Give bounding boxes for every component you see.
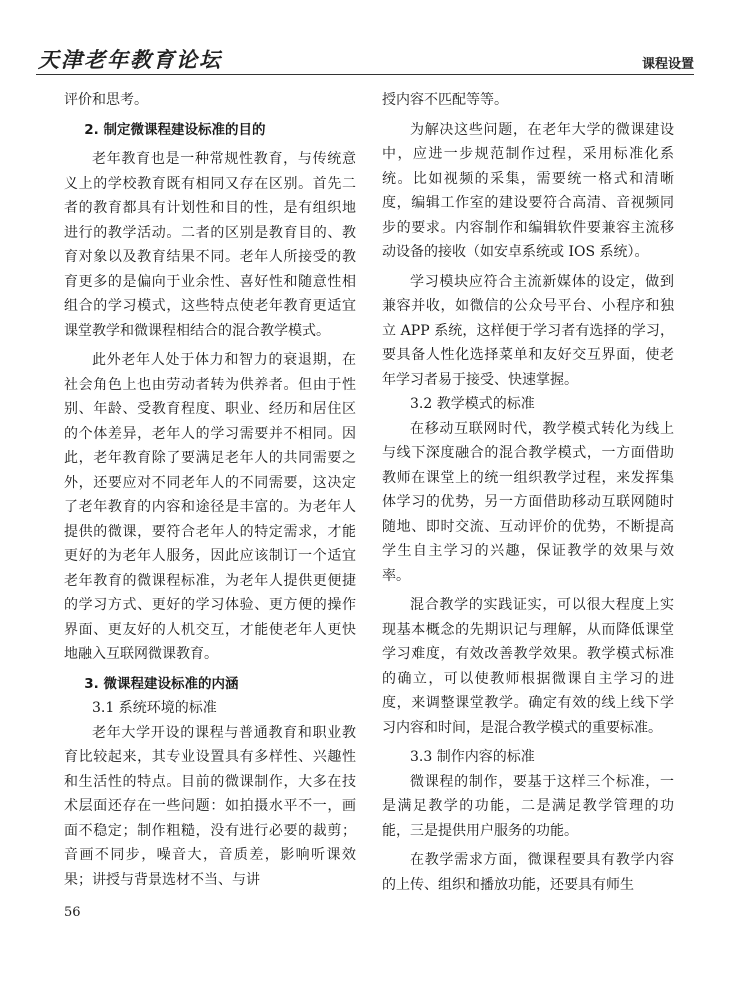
paragraph: 微课程的制作，要基于这样三个标准，一是满足教学的功能，二是满足教学管理的功能，三是提供用户服务的功能。: [382, 773, 674, 839]
journal-logo: 天津老年教育论坛: [38, 47, 222, 72]
section-heading-2: 2. 制定微课程建设标准的目的: [84, 121, 266, 138]
subsection-heading-3-2: 3.2 教学模式的标准: [410, 396, 535, 412]
subsection-heading-3-1: 3.1 系统环境的标准: [92, 700, 217, 716]
page-number: 56: [64, 905, 81, 920]
paragraph: 在移动互联网时代，教学模式转化为线上与线下深度融合的混合教学模式，一方面借助教师在课堂上的统一组织教学过程，来发挥集体学习的优势，另一方面借助移动互联网随时随地、即时交流、互动评价的优势，不断提高学生自主学习的兴趣，保证教学的效果与效率。: [382, 420, 674, 584]
paragraph: 老年大学开设的课程与普通教育和职业教育比较起来，其专业设置具有多样性、兴趣性和生活性的特点。目前的微课制作，大多在技术层面还存在一些问题：如拍摄水平不一，画面不稳定；制作粗糙，没有进行必要的裁剪；音画不同步，噪音大，音质差，影响听课效果；讲授与背景选材不当、与讲: [64, 724, 356, 888]
paragraph: 在教学需求方面，微课程要具有教学内容的上传、组织和播放功能，还要具有师生: [382, 852, 674, 893]
paragraph: 授内容不匹配等等。: [382, 92, 508, 108]
section-label: 课程设置: [641, 57, 694, 72]
page-header: [0, 0, 730, 80]
paragraph: 老年教育也是一种常规性教育，与传统意义上的学校教育既有相同又存在区别。首先二者的教育都具有计划性和目的性，是有组织地进行的教学活动。二者的区别是教育目的、教育对象以及教育结果不同。老年人所接受的教育更多的是偏向于业余性、喜好性和随意性相组合的学习模式，这些特点使老年教育更适宜课堂教学和微课程相结合的混合教学模式。: [64, 151, 356, 339]
paragraph: 为解决这些问题，在老年大学的微课建设中，应进一步规范制作过程，采用标准化系统。比如视频的采集，需要统一格式和清晰度，编辑工作室的建设要符合高清、音视频同步的要求。内容制作和编辑软件要兼容主流移动设备的接收（如安卓系统或 IOS 系统）。: [382, 121, 674, 260]
section-heading-3: 3. 微课程建设标准的内涵: [84, 675, 239, 692]
paragraph: 此外老年人处于体力和智力的衰退期，在社会角色上也由劳动者转为供养者。但由于性别、年龄、受教育程度、职业、经历和居住区的个体差异，老年人的学习需要并不相同。因此，老年教育除了要满足老年人的共同需要之外，还要应对不同老年人的不同需要，这决定了老年教育的内容和途径是丰富的。为老年人提供的微课，要符合老年人的特定需求，才能更好的为老年人服务，因此应该制订一个适宜老年教育的微课程标准，为老年人提供更便捷的学习方式、更好的学习体验、更方便的操作界面、更友好的人机交互，才能使老年人更快地融入互联网微课教育。: [64, 352, 356, 662]
paragraph: 混合教学的实践证实，可以很大程度上实现基本概念的先期识记与理解，从而降低课堂学习难度，有效改善教学效果。教学模式标准的确立，可以使教师根据微课自主学习的进度，来调整课堂教学。确定有效的线上线下学习内容和时间，是混合教学模式的重要标准。: [382, 597, 674, 736]
header-divider: [36, 74, 694, 75]
subsection-heading-3-3: 3.3 制作内容的标准: [410, 749, 535, 765]
left-column: [64, 88, 356, 892]
right-column: [382, 88, 674, 897]
paragraph: 学习模块应符合主流新媒体的设定，做到兼容并收，如微信的公众号平台、小程序和独立 APP 系统，这样便于学习者有选择的学习，要具备人性化选择菜单和友好交互界面，使老年学习者易于接受、快速掌握。: [382, 273, 674, 388]
paragraph: 评价和思考。: [64, 92, 148, 108]
